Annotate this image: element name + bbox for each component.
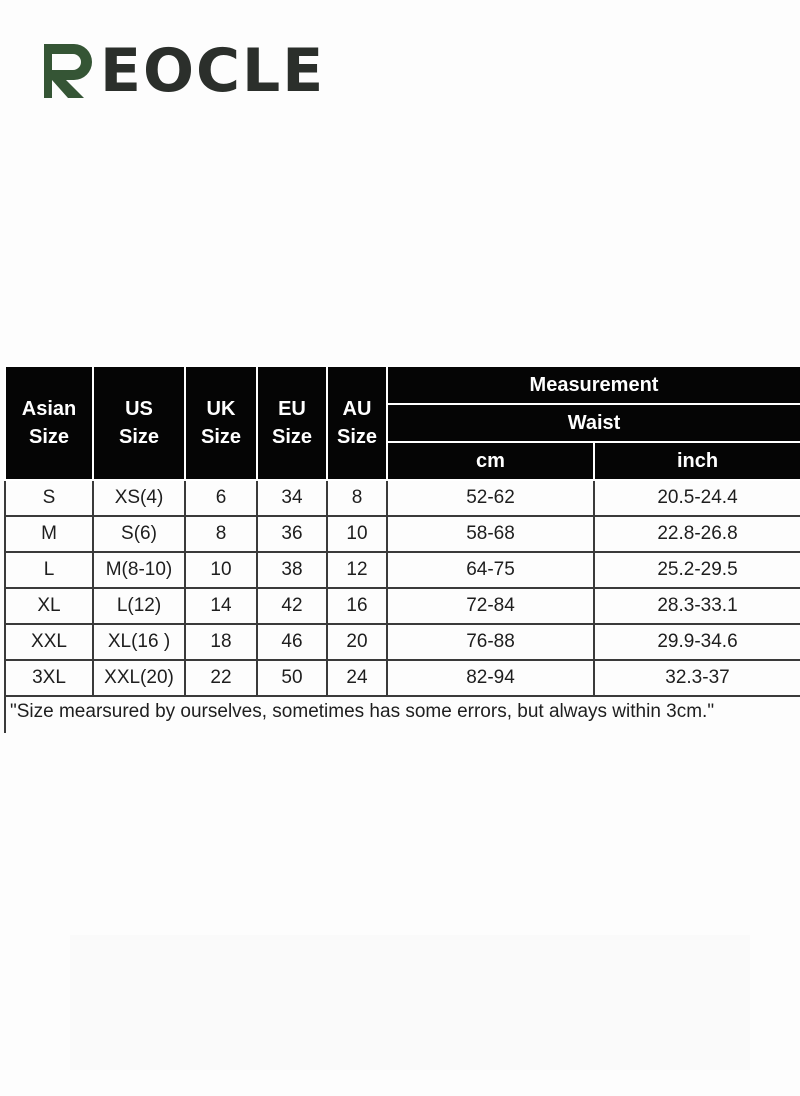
table-row — [5, 552, 800, 588]
header-eu-size: EU Size — [257, 366, 327, 480]
cell-eu-size: 42 — [257, 588, 327, 624]
size-table — [4, 365, 800, 697]
cell-waist-inch: 28.3-33.1 — [594, 588, 800, 624]
cell-asian-size: XXL — [5, 624, 93, 660]
cell-us-size: L(12) — [93, 588, 185, 624]
cell-uk-size: 18 — [185, 624, 257, 660]
cell-waist-inch: 32.3-37 — [594, 660, 800, 696]
cell-au-size: 24 — [327, 660, 387, 696]
cell-uk-size: 10 — [185, 552, 257, 588]
cell-us-size: XXL(20) — [93, 660, 185, 696]
header-asian-size: Asian Size — [5, 366, 93, 480]
header-inch: inch — [594, 442, 800, 480]
cell-au-size: 8 — [327, 480, 387, 516]
cell-uk-size: 6 — [185, 480, 257, 516]
brand-logo — [38, 38, 325, 104]
cell-asian-size: 3XL — [5, 660, 93, 696]
cell-waist-cm: 76-88 — [387, 624, 594, 660]
cell-asian-size: S — [5, 480, 93, 516]
measurement-note: "Size mearsured by ourselves, sometimes has some errors, but always within 3cm." — [4, 697, 800, 733]
cell-waist-cm: 64-75 — [387, 552, 594, 588]
cell-waist-inch: 20.5-24.4 — [594, 480, 800, 516]
cell-uk-size: 8 — [185, 516, 257, 552]
cell-uk-size: 14 — [185, 588, 257, 624]
header-waist: Waist — [387, 404, 800, 442]
table-row — [5, 624, 800, 660]
cell-us-size: M(8-10) — [93, 552, 185, 588]
table-row — [5, 660, 800, 696]
cell-eu-size: 50 — [257, 660, 327, 696]
reocle-r-logo-icon — [38, 40, 96, 102]
cell-eu-size: 46 — [257, 624, 327, 660]
cell-waist-cm: 58-68 — [387, 516, 594, 552]
cell-us-size: S(6) — [93, 516, 185, 552]
cell-eu-size: 34 — [257, 480, 327, 516]
header-measurement: Measurement — [387, 366, 800, 404]
cell-eu-size: 36 — [257, 516, 327, 552]
header-cm: cm — [387, 442, 594, 480]
header-us-size: US Size — [93, 366, 185, 480]
cell-waist-inch: 22.8-26.8 — [594, 516, 800, 552]
cell-us-size: XS(4) — [93, 480, 185, 516]
cell-waist-cm: 82-94 — [387, 660, 594, 696]
cell-au-size: 10 — [327, 516, 387, 552]
cell-asian-size: XL — [5, 588, 93, 624]
cell-asian-size: L — [5, 552, 93, 588]
table-row — [5, 516, 800, 552]
header-uk-size: UK Size — [185, 366, 257, 480]
cell-eu-size: 38 — [257, 552, 327, 588]
cell-waist-inch: 25.2-29.5 — [594, 552, 800, 588]
size-chart — [4, 365, 800, 733]
blank-area — [70, 935, 750, 1070]
brand-name-text: EOCLE — [100, 36, 326, 106]
header-au-size: AU Size — [327, 366, 387, 480]
cell-au-size: 12 — [327, 552, 387, 588]
cell-waist-cm: 52-62 — [387, 480, 594, 516]
cell-au-size: 20 — [327, 624, 387, 660]
cell-asian-size: M — [5, 516, 93, 552]
table-row — [5, 588, 800, 624]
cell-waist-inch: 29.9-34.6 — [594, 624, 800, 660]
table-row — [5, 480, 800, 516]
cell-waist-cm: 72-84 — [387, 588, 594, 624]
cell-us-size: XL(16 ) — [93, 624, 185, 660]
cell-au-size: 16 — [327, 588, 387, 624]
cell-uk-size: 22 — [185, 660, 257, 696]
